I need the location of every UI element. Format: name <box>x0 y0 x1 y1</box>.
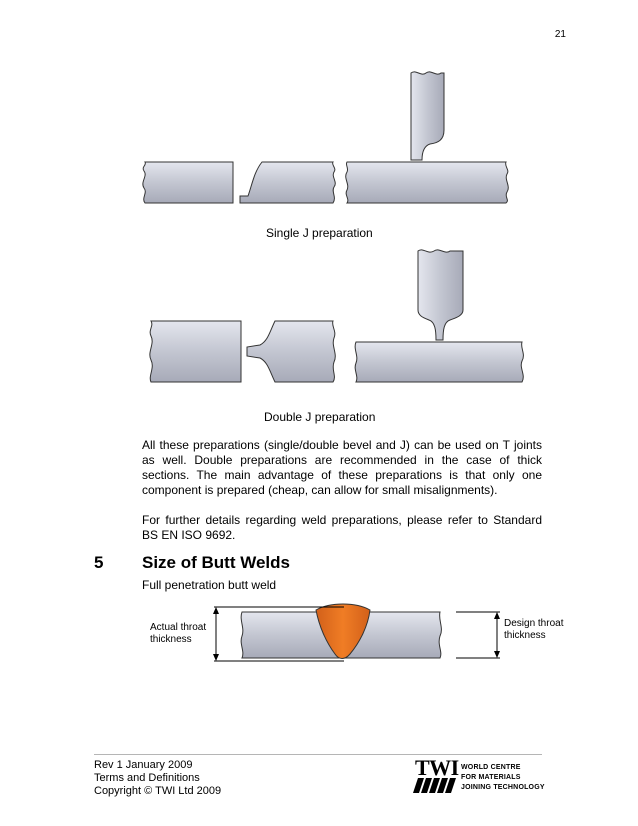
section-title: Size of Butt Welds <box>142 553 290 572</box>
single-j-vertical-member <box>411 72 444 160</box>
actual-throat-label <box>150 622 206 646</box>
footer-document-title: Terms and Definitions <box>94 772 200 784</box>
single-j-base-plate <box>346 162 509 203</box>
actual-throat-arrow-bottom <box>213 654 219 661</box>
page-number: 21 <box>554 29 566 40</box>
footer-revision: Rev 1 January 2009 <box>94 759 193 771</box>
double-j-base-plate <box>355 342 523 382</box>
design-throat-label-line1: Design throat <box>504 618 564 629</box>
butt-weld-figure <box>213 604 500 661</box>
footer-copyright: Copyright © TWI Ltd 2009 <box>94 785 222 797</box>
twi-tagline-line2: FOR MATERIALS <box>461 774 521 781</box>
double-j-left-plate <box>150 321 241 382</box>
twi-tagline-line3: JOINING TECHNOLOGY <box>461 784 545 791</box>
section-subheading: Full penetration butt weld <box>142 578 277 592</box>
section-number: 5 <box>94 553 104 572</box>
twi-tagline <box>461 763 545 793</box>
footer-divider <box>94 754 542 755</box>
double-j-right-plate <box>247 321 335 382</box>
design-throat-arrow-top <box>494 612 500 619</box>
twi-logo: TWI <box>415 755 459 780</box>
design-throat-label <box>504 618 563 642</box>
double-j-figure <box>150 250 524 382</box>
double-j-caption: Double J preparation <box>264 410 376 424</box>
footer-info <box>94 759 221 798</box>
body-paragraph-reference: For further details regarding weld preparations, please refer to Standard BS EN ISO 9692. <box>142 513 542 542</box>
design-throat-label-line2: thickness <box>504 630 546 641</box>
single-j-caption: Single J preparation <box>266 226 373 240</box>
body-paragraph-preparations: All these preparations (single/double bevel and J) can be used on T joints as well. Double preparations are recommended in the case of thick sections. The main advantage of these preparations is that only one component is prepared (cheap, can allow for small misalignments). <box>142 438 542 497</box>
actual-throat-arrow-top <box>213 607 219 614</box>
twi-tagline-line1: WORLD CENTRE <box>461 764 521 771</box>
single-j-left-plate <box>143 162 233 203</box>
single-j-right-plate <box>240 162 335 203</box>
actual-throat-label-line2: thickness <box>150 634 192 645</box>
design-throat-arrow-bottom <box>494 651 500 658</box>
double-j-vertical-member <box>418 250 463 340</box>
single-j-figure <box>143 72 508 203</box>
actual-throat-label-line1: Actual throat <box>150 622 207 633</box>
